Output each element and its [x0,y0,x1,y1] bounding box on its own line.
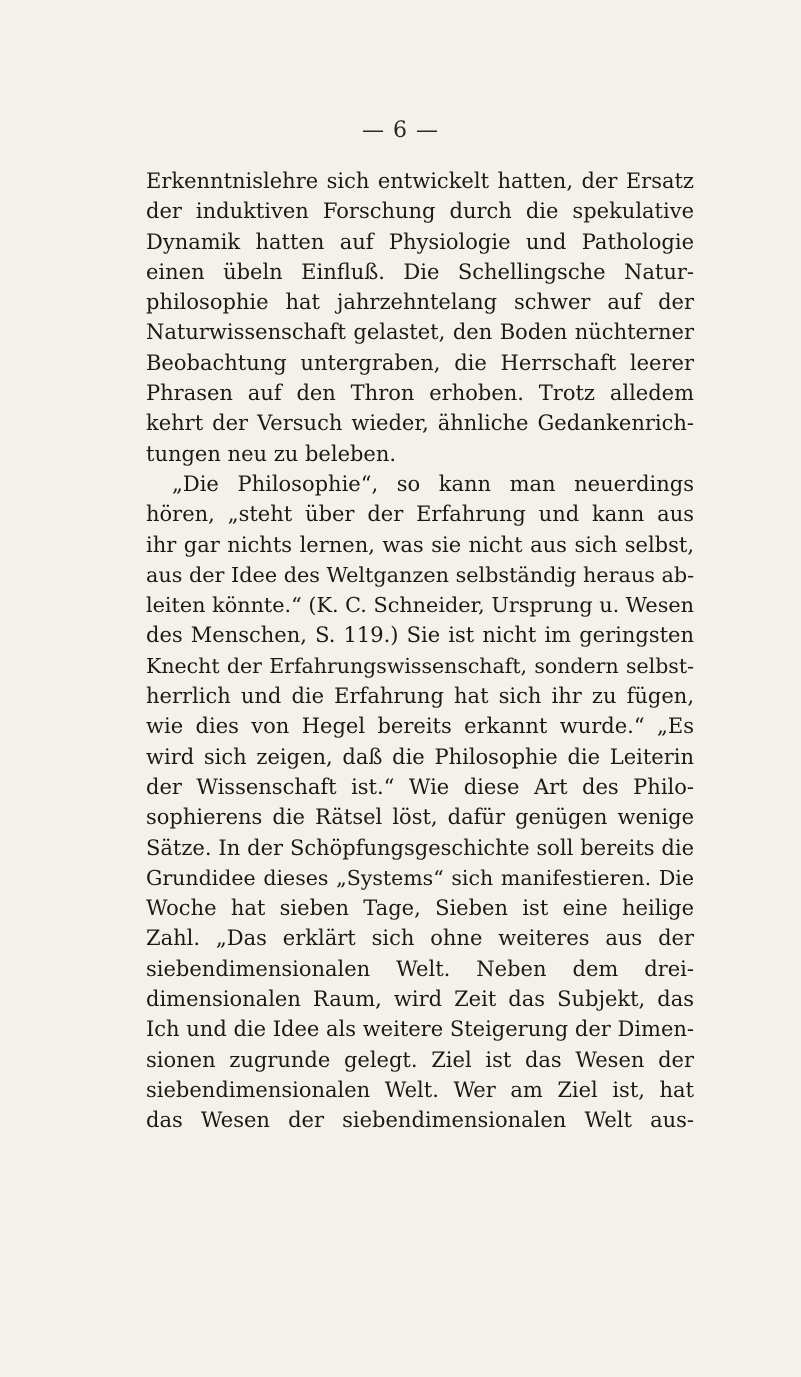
text-line: der induktiven Forschung durch die spekulative [146,199,694,224]
text-line: sophierens die Rätsel löst, dafür genügen wenige [146,805,694,830]
text-line: einen übeln Einfluß. Die Schellingsche Natur- [146,259,694,284]
text-line: Sätze. In der Schöpfungsgeschichte soll bereits die [146,835,694,860]
text-line: aus der Idee des Weltganzen selbständig heraus ab- [146,562,695,587]
text-line: herrlich und die Erfahrung hat sich ihr zu fügen, [146,684,694,709]
text-line: tungen neu zu beleben. [146,441,397,466]
text-line: Zahl. „Das erklärt sich ohne weiteres aus der [146,926,694,951]
paragraph-start-line: „Die Philosophie“, so kann man neuerdings [172,471,694,496]
text-line: dimensionalen Raum, wird Zeit das Subjekt, das [146,987,694,1012]
text-line: Knecht der Erfahrungswissenschaft, sondern selbst- [146,653,694,678]
text-line: Woche hat sieben Tage, Sieben ist eine heilige [146,896,694,921]
text-line: Grundidee dieses „Systems“ sich manifestieren. Die [146,865,694,890]
text-line: Beobachtung untergraben, die Herrschaft leerer [146,350,694,375]
text-line: der Wissenschaft ist.“ Wie diese Art des Philo- [146,774,694,799]
text-line: das Wesen der siebendimensionalen Welt aus- [146,1108,694,1133]
page-number: — 6 — [362,118,439,143]
body-text [146,166,694,1136]
text-line: siebendimensionalen Welt. Wer am Ziel ist, hat [146,1077,694,1102]
text-line: wird sich zeigen, daß die Philosophie die Leiterin [146,744,694,769]
text-line: philosophie hat jahrzehntelang schwer auf der [146,290,694,315]
text-line: Dynamik hatten auf Physiologie und Pathologie [146,229,694,254]
text-line: ihr gar nichts lernen, was sie nicht aus sich selbst, [146,532,694,557]
text-line: Phrasen auf den Thron erhoben. Trotz alledem [146,381,694,406]
text-line: Erkenntnislehre sich entwickelt hatten, der Ersatz [146,169,694,193]
text-line: kehrt der Versuch wieder, ähnliche Gedankenrich- [146,411,694,436]
text-line: wie dies von Hegel bereits erkannt wurde.“ „Es [146,714,694,739]
text-line: Naturwissenschaft gelastet, den Boden nüchterner [146,320,694,345]
text-line: hören, „steht über der Erfahrung und kann aus [146,502,694,527]
text-line: siebendimensionalen Welt. Neben dem drei- [146,956,694,981]
text-line: leiten könnte.“ (K. C. Schneider, Ursprung u. Wesen [146,593,694,618]
text-line: sionen zugrunde gelegt. Ziel ist das Wesen der [146,1047,694,1072]
text-line: Ich und die Idee als weitere Steigerung der Dimen- [146,1017,694,1042]
text-line: des Menschen, S. 119.) Sie ist nicht im geringsten [146,623,694,648]
